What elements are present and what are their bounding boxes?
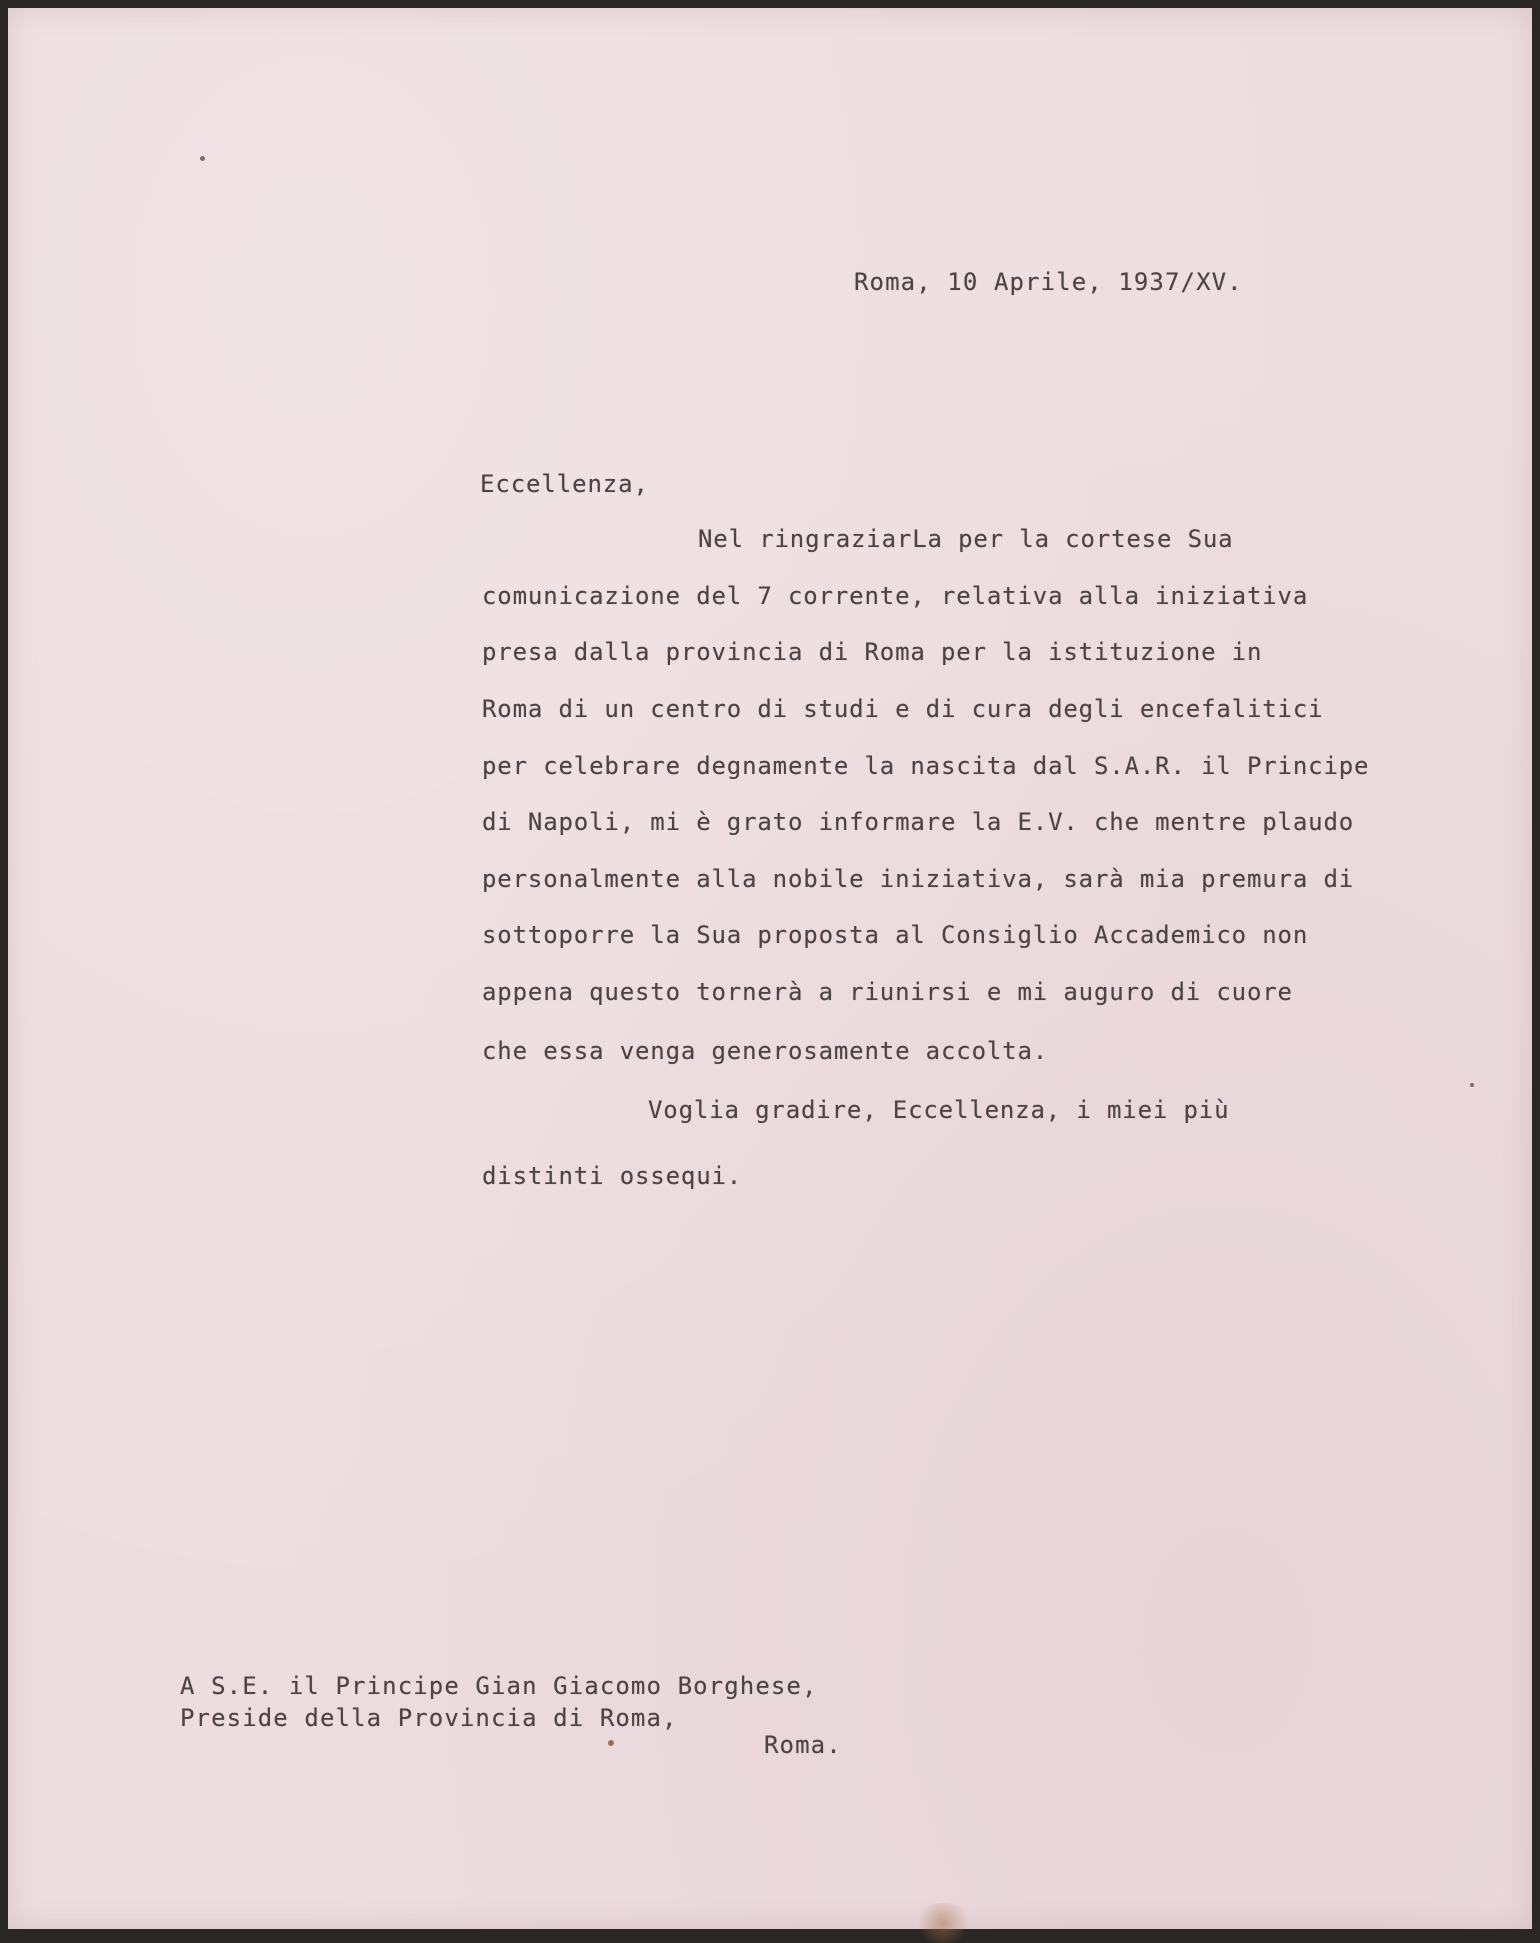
body-line: appena questo tornerà a riunirsi e mi auguro di cuore: [482, 978, 1293, 1006]
body-line: sottoporre la Sua proposta al Consiglio Accademico non: [482, 921, 1309, 949]
paper-stain: [913, 1903, 973, 1943]
dateline: Roma, 10 Aprile, 1937/XV.: [854, 268, 1243, 296]
recipient-city: Roma.: [764, 1731, 842, 1759]
body-line: Nel ringraziarLa per la cortese Sua: [698, 525, 1234, 553]
body-line: comunicazione del 7 corrente, relativa alla iniziativa: [482, 582, 1309, 610]
body-line: Roma di un centro di studi e di cura degli encefalitici: [482, 695, 1324, 723]
recipient-line: A S.E. il Principe Gian Giacomo Borghese,: [180, 1672, 818, 1700]
body-line: di Napoli, mi è grato informare la E.V. che mentre plaudo: [482, 808, 1355, 836]
body-line: presa dalla provincia di Roma per la istituzione in: [482, 638, 1263, 666]
recipient-line: Preside della Provincia di Roma,: [180, 1704, 678, 1732]
body-line: che essa venga generosamente accolta.: [482, 1037, 1049, 1065]
salutation: Eccellenza,: [480, 470, 649, 498]
paper-speck: [608, 1740, 614, 1746]
paper-speck: [200, 156, 205, 161]
paper-speck: [1470, 1083, 1474, 1087]
closing-line: Voglia gradire, Eccellenza, i miei più: [648, 1096, 1230, 1124]
body-line: per celebrare degnamente la nascita dal S.A.R. il Principe: [482, 752, 1370, 780]
body-line: personalmente alla nobile iniziativa, sarà mia premura di: [482, 865, 1355, 893]
closing-line: distinti ossequi.: [482, 1162, 743, 1190]
letter-sheet: [8, 8, 1532, 1929]
